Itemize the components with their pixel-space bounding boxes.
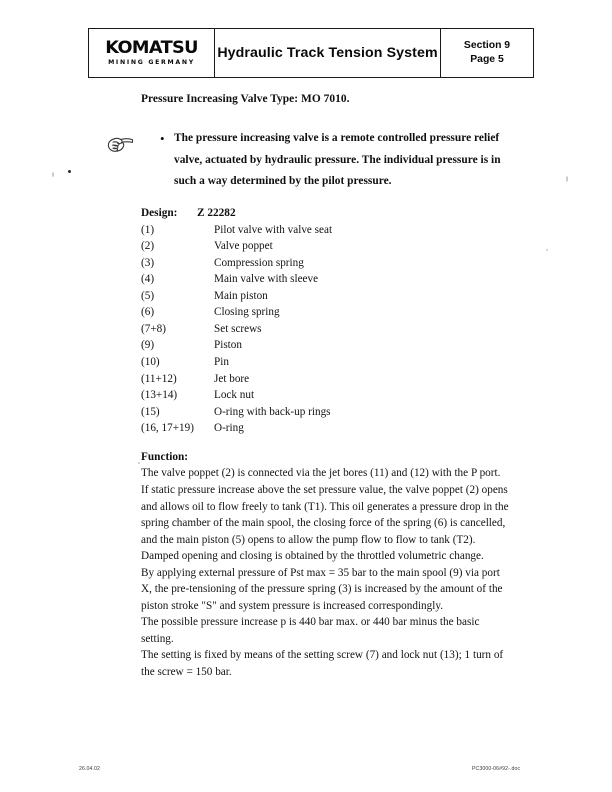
parts-row: [141, 387, 471, 404]
logo-wordmark: KOMATSU: [105, 37, 198, 58]
part-reference: (1): [141, 223, 155, 236]
part-name: Main valve with sleeve: [214, 273, 319, 286]
design-heading-row: [141, 205, 471, 222]
part-name: Set screws: [214, 322, 262, 335]
valve-type-heading: Pressure Increasing Valve Type: MO 7010.: [141, 93, 350, 105]
header-section-cell: [441, 29, 533, 77]
header-logo-cell: [89, 29, 215, 77]
part-reference: (3): [141, 256, 155, 269]
part-reference: (2): [141, 240, 155, 253]
page-number: Page 5: [470, 54, 504, 65]
part-name: Piston: [214, 339, 242, 352]
part-name: Valve poppet: [214, 240, 273, 253]
part-name: Jet bore: [214, 372, 250, 385]
part-reference: (15): [141, 405, 160, 418]
function-paragraph: The possible pressure increase p is 440 bar max. or 440 bar minus the basic setting.: [141, 616, 480, 645]
parts-row: [141, 222, 471, 239]
komatsu-logo: [105, 37, 198, 66]
function-heading: Function:: [141, 451, 189, 463]
parts-row: [141, 238, 471, 255]
part-name: Compression spring: [214, 256, 304, 269]
bullet-text: The pressure increasing valve is a remote controlled pressure relief valve, actuated by hydraulic pressure. The individual pressure is in such a way determined by the pilot pressure.: [174, 132, 501, 187]
page-header-table: [88, 28, 534, 78]
footer-filename: PC3000-06#92-.doc: [472, 766, 521, 772]
parts-row: [141, 337, 471, 354]
parts-row: [141, 354, 471, 371]
scan-artifact: [546, 249, 548, 251]
function-paragraph: If static pressure increase above the set pressure value, the valve poppet (2) opens and allows oil to flow freely to tank (T1). This oil generates a pressure drop in the spring chamber of the main spool, the closing force of the spring (6) is cancelled, and the main piston (5) opens to allow the pump flow to flow to tank (T2).: [141, 483, 509, 546]
design-value: Z 22282: [197, 207, 236, 219]
pointing-hand-icon: [100, 129, 140, 159]
bullet-marker: •: [160, 131, 165, 146]
part-reference: (7+8): [141, 322, 166, 335]
design-label: Design:: [141, 207, 178, 219]
part-reference: (5): [141, 289, 155, 302]
function-paragraph: The valve poppet (2) is connected via the jet bores (11) and (12) with the P port.: [141, 467, 501, 480]
design-parts-list: [141, 205, 471, 437]
function-paragraphs-container: [141, 465, 513, 680]
part-reference: (13+14): [141, 389, 178, 402]
parts-row: [141, 420, 471, 437]
function-paragraph: By applying external pressure of Pst max = 35 bar to the main spool (9) via port X, the pre-tensioning of the pressure spring (3) is increased by the amount of the piston stroke "S" and system pressure is increased correspondingly.: [141, 566, 503, 612]
parts-row: [141, 255, 471, 272]
part-name: O-ring: [214, 422, 244, 435]
part-name: Pilot valve with valve seat: [214, 223, 333, 236]
part-name: O-ring with back-up rings: [214, 405, 331, 418]
part-reference: (16, 17+19): [141, 422, 194, 435]
part-reference: (4): [141, 273, 155, 286]
parts-row: [141, 304, 471, 321]
parts-row: [141, 371, 471, 388]
part-name: Pin: [214, 355, 229, 368]
scan-artifact: [566, 176, 568, 182]
scan-artifact: [138, 462, 140, 464]
part-name: Closing spring: [214, 306, 280, 319]
part-reference: (9): [141, 339, 155, 352]
scan-artifact: [68, 170, 71, 173]
part-name: Main piston: [214, 289, 268, 302]
footer-date: 26.04.02: [79, 766, 100, 772]
function-paragraph: Damped opening and closing is obtained by the throttled volumetric change.: [141, 550, 484, 563]
scan-artifact: [52, 172, 54, 177]
parts-row: [141, 321, 471, 338]
part-reference: (10): [141, 355, 160, 368]
parts-row: [141, 271, 471, 288]
part-name: Lock nut: [214, 389, 255, 402]
section-page-label: [464, 39, 510, 66]
part-reference: (6): [141, 306, 155, 319]
header-title-cell: [215, 29, 441, 77]
page-title: Hydraulic Track Tension System: [217, 45, 438, 61]
function-section: [141, 449, 513, 681]
section-number: Section 9: [463, 40, 511, 52]
bullet-item: [160, 128, 512, 193]
function-paragraph: The setting is fixed by means of the setting screw (7) and lock nut (13); 1 turn of the screw = 150 bar.: [141, 649, 504, 678]
logo-subtitle: MINING GERMANY: [108, 58, 195, 66]
bullet-paragraph-block: [160, 128, 512, 193]
parts-rows-container: [141, 222, 471, 437]
parts-row: [141, 404, 471, 421]
parts-row: [141, 288, 471, 305]
part-reference: (11+12): [141, 372, 177, 385]
